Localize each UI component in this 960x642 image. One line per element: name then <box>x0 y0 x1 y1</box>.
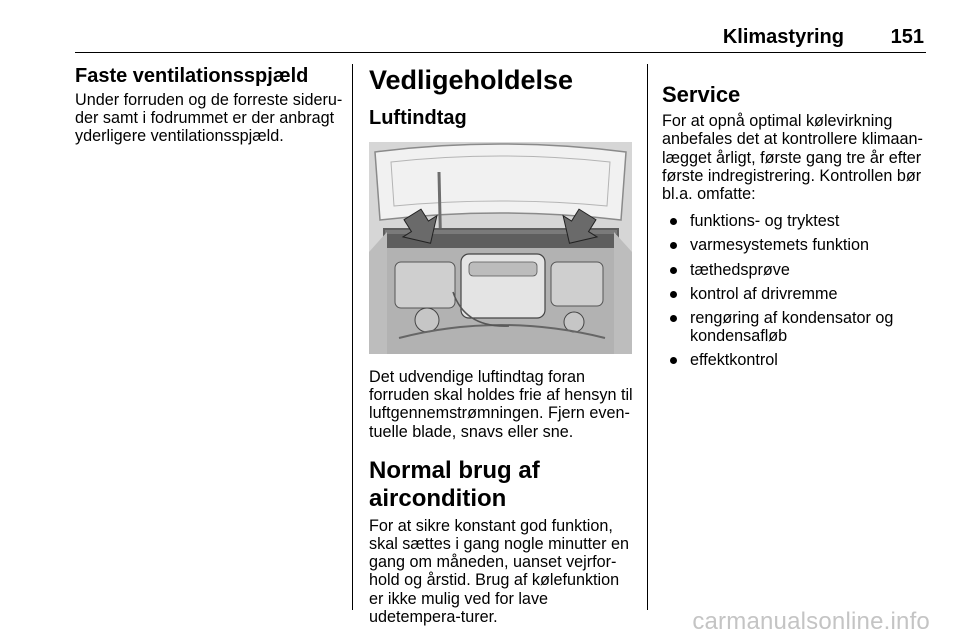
maintenance-title: Vedligeholdelse <box>369 65 574 95</box>
list-item: tæthedsprøve <box>662 261 928 279</box>
air-intake-text: Det udvendige luftindtag foran forruden skal holdes frie af hensyn til luftgennemstrømningen. Fjern even-tuelle blade, snavs eller sne. <box>369 368 633 441</box>
column-divider-left <box>352 64 353 610</box>
page-number: 151 <box>890 26 924 48</box>
air-intake-subtitle: Luftindtag <box>369 107 467 129</box>
ventilation-heading: Faste ventilationsspjæld <box>75 65 309 87</box>
chapter-title: Klimastyring <box>722 26 844 48</box>
service-checklist <box>662 212 928 369</box>
watermark: carmanualsonline.info <box>692 608 930 635</box>
column-divider-right <box>647 64 648 610</box>
service-text: For at opnå optimal kølevirkning anbefales det at kontrollere klimaan-lægget årligt, første gang tre år efter første indregistrering. Kontrollen bør bl.a. omfatte: <box>662 112 923 204</box>
list-item: rengøring af kondensator og kondensafløb <box>662 309 928 345</box>
list-item: varmesystemets funktion <box>662 236 928 254</box>
aircon-section <box>369 457 634 626</box>
column-service <box>662 64 928 376</box>
list-item: kontrol af drivremme <box>662 285 928 303</box>
page-header <box>75 26 926 53</box>
aircon-heading: Normal brug af aircondition <box>369 456 540 512</box>
column-maintenance <box>369 64 634 626</box>
engine-bay-figure <box>369 142 632 354</box>
service-title: Service <box>662 82 741 108</box>
list-item: funktions- og tryktest <box>662 212 928 230</box>
list-item: effektkontrol <box>662 351 928 369</box>
engine-bay-illustration <box>369 142 632 354</box>
column-ventilation <box>75 64 345 146</box>
aircon-text: For at sikre konstant god funktion, skal sættes i gang nogle minutter en gang om måneden, uanset vejrfor-hold og årstid. Brug af kølefunktion er ikke mulig ved for lave udetempera-turer. <box>369 516 630 626</box>
ventilation-text: Under forruden og de forreste sideru-der samt i fodrummet er der anbragt yderligere ventilationsspjæld. <box>75 91 343 146</box>
